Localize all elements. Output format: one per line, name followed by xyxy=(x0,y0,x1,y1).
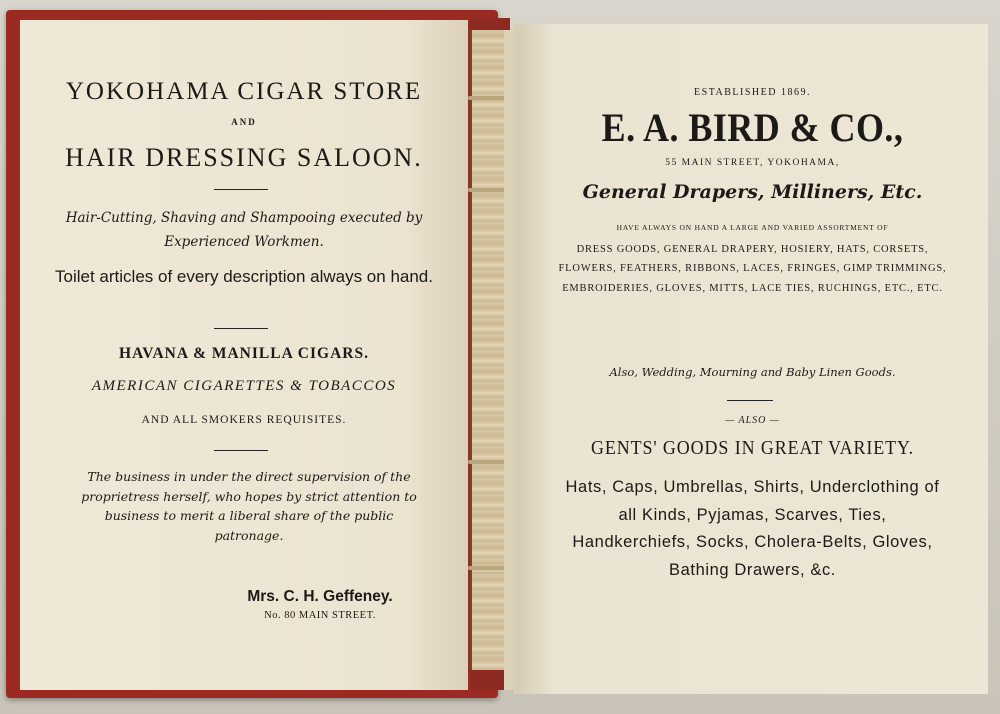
saloon-title: HAIR DRESSING SALOON. xyxy=(65,143,423,172)
cigarettes-line: AMERICAN CIGARETTES & TOBACCOS xyxy=(91,378,397,394)
business-note: The business in under the direct supervision of the proprietress herself, who hopes by strict attention to business to merit a liberal share of the public patronage. xyxy=(81,469,417,543)
established-line: ESTABLISHED 1869. xyxy=(694,87,811,98)
firm-street: 55 MAIN STREET, YOKOHAMA, xyxy=(665,158,840,168)
divider-rule xyxy=(214,328,268,329)
proprietress-signature: Mrs. C. H. Geffeney. xyxy=(247,588,393,605)
toilet-articles-text: Toilet articles of every description always on hand. xyxy=(55,267,433,286)
divider-rule xyxy=(727,400,773,401)
title-conjunction: AND xyxy=(231,117,257,127)
assortment-intro: HAVE ALWAYS ON HAND A LARGE AND VARIED ASSORTMENT OF xyxy=(616,223,889,232)
also-label: — ALSO — xyxy=(725,415,780,426)
book-spine xyxy=(470,30,508,670)
binding-stitch xyxy=(468,460,508,464)
smokers-requisites-line: AND ALL SMOKERS REQUISITES. xyxy=(141,414,347,426)
binding-stitch xyxy=(468,188,508,192)
divider-rule xyxy=(214,450,268,451)
cigar-store-title: YOKOHAMA CIGAR STORE xyxy=(65,78,423,105)
binding-stitch xyxy=(468,566,508,570)
store-address: No. 80 MAIN STREET. xyxy=(264,610,376,621)
binding-stitch xyxy=(468,96,508,100)
firm-name: E. A. BIRD & CO., xyxy=(601,105,904,150)
right-page xyxy=(514,24,988,694)
cigars-heading: HAVANA & MANILLA CIGARS. xyxy=(119,345,369,362)
goods-list: DRESS GOODS, GENERAL DRAPERY, HOSIERY, HATS, CORSETS, FLOWERS, FEATHERS, RIBBONS, LACES, FRINGES, GIMP TRIMMINGS, EMBROIDERIES, GLOVES, MITTS, LACE TIES, RUCHINGS, ETC., ETC. xyxy=(558,244,947,294)
divider-rule xyxy=(214,189,268,190)
left-page xyxy=(20,20,468,690)
wedding-line: Also, Wedding, Mourning and Baby Linen Goods. xyxy=(609,365,896,379)
trade-line: General Drapers, Milliners, Etc. xyxy=(582,181,923,203)
gents-goods-list: Hats, Caps, Umbrellas, Shirts, Underclothing of all Kinds, Pyjamas, Scarves, Ties, Handkerchiefs, Socks, Cholera-Belts, Gloves, Bathing Drawers, &c. xyxy=(565,478,940,579)
gents-goods-heading: GENTS' GOODS IN GREAT VARIETY. xyxy=(590,438,915,459)
services-text: Hair-Cutting, Shaving and Shampooing executed by Experienced Workmen. xyxy=(65,210,423,250)
